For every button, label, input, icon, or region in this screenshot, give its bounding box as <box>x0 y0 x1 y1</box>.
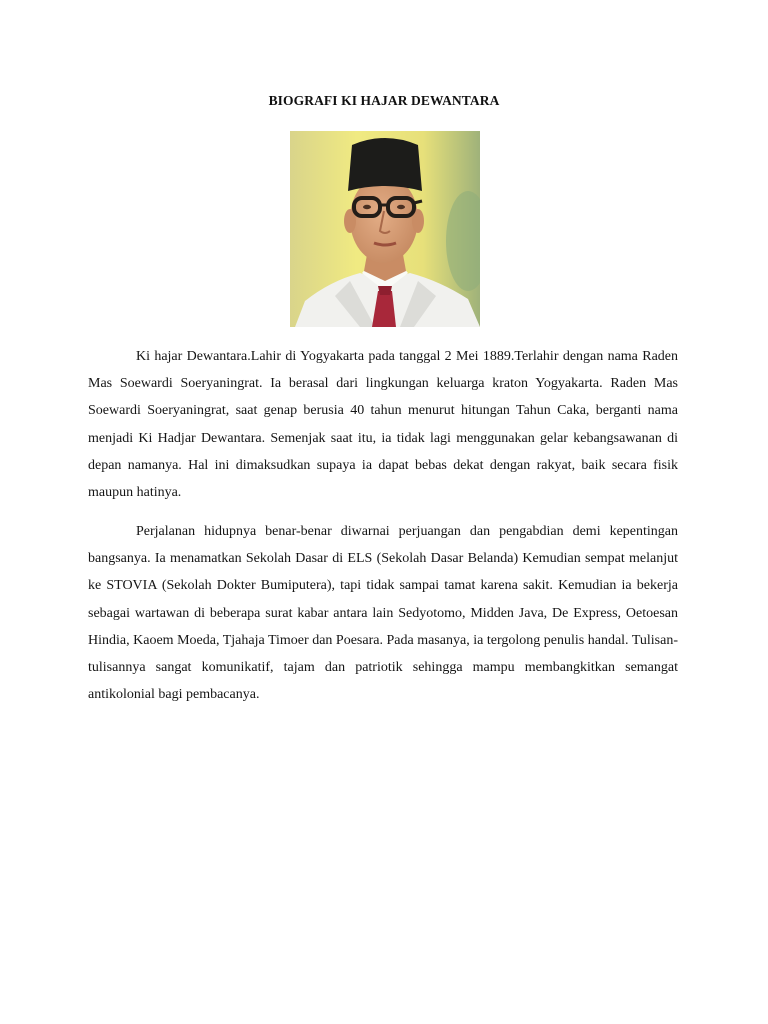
portrait-painting-icon <box>290 131 480 327</box>
paragraph-2 <box>88 518 678 708</box>
paragraph-text: Ki hajar Dewantara.Lahir di Yogyakarta pada tanggal 2 Mei 1889.Terlahir dengan nama Raden Mas Soewardi Soeryaningrat. Ia berasal dari lingkungan keluarga kraton Yogyakarta. Raden Mas Soewardi Soeryaningrat, saat genap berusia 40 tahun menurut hitungan Tahun Caka, berganti nama menjadi Ki Hadjar Dewantara. Semenjak saat itu, ia tidak lagi menggunakan gelar kebangsawanan di depan namanya. Hal ini dimaksudkan supaya ia dapat bebas dekat dengan rakyat, baik secara fisik maupun hatinya. <box>88 349 678 501</box>
portrait-image <box>290 131 480 327</box>
paragraph-text: Perjalanan hidupnya benar-benar diwarnai perjuangan dan pengabdian demi kepentingan bangsanya. Ia menamatkan Sekolah Dasar di ELS (Sekolah Dasar Belanda) Kemudian sempat melanjut ke STOVIA (Sekolah Dokter Bumiputera), tapi tidak sampai tamat karena sakit. Kemudian ia bekerja sebagai wartawan di beberapa surat kabar antara lain Sedyotomo, Midden Java, De Express, Oetoesan Hindia, Kaoem Moeda, Tjahaja Timoer dan Poesara. Pada masanya, ia tergolong penulis handal. Tulisan-tulisannya sangat komunikatif, tajam dan patriotik sehingga mampu membangkitkan semangat antikolonial bagi pembacanya. <box>88 524 678 703</box>
paragraph-1 <box>88 343 678 506</box>
document-title: BIOGRAFI KI HAJAR DEWANTARA <box>268 93 500 108</box>
